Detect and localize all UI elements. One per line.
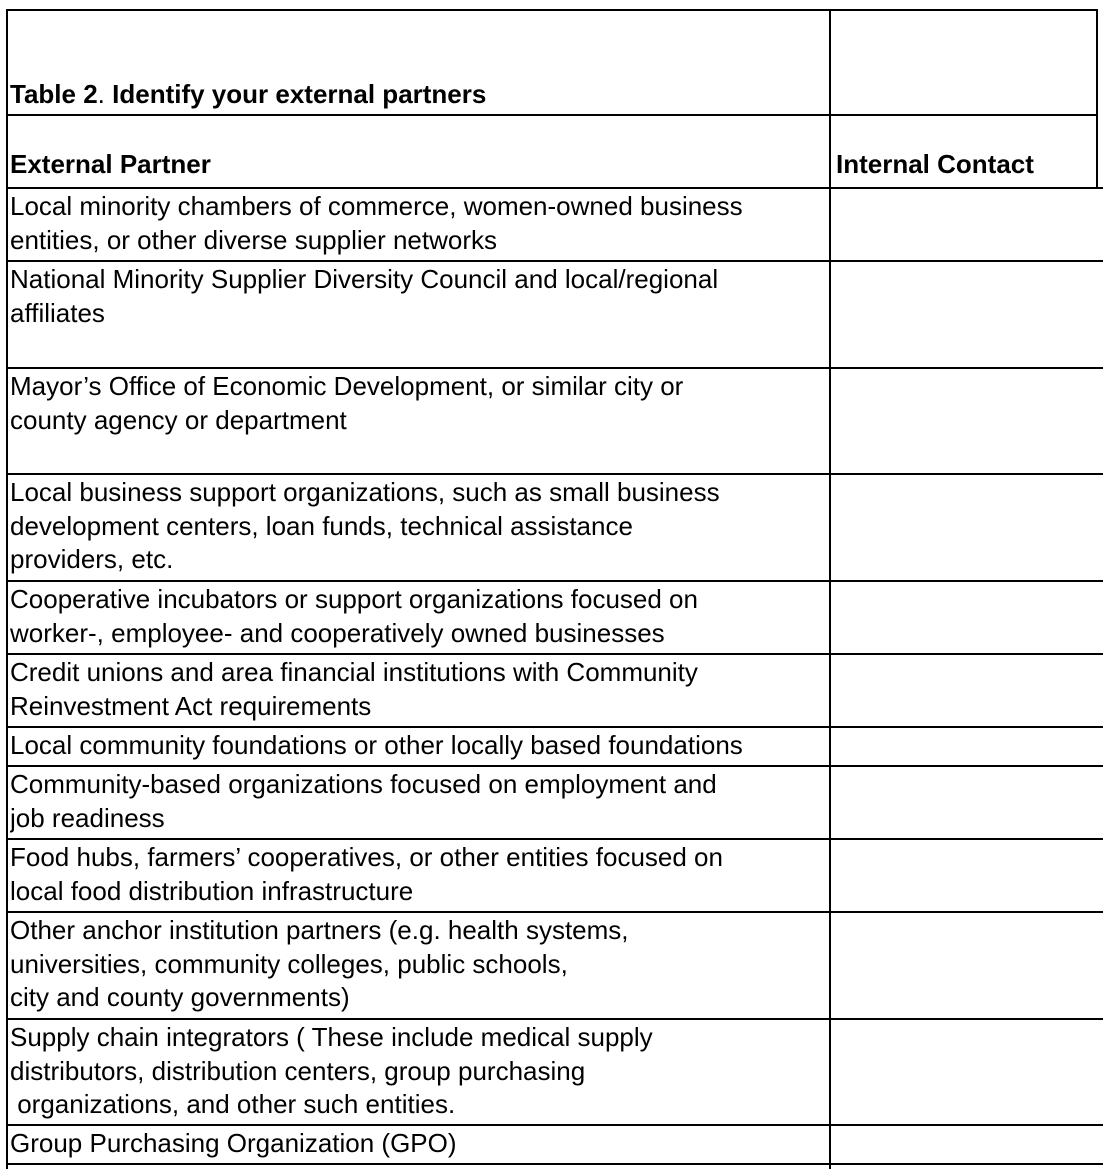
title-side-cell bbox=[832, 11, 1097, 115]
grid-vline-middle bbox=[829, 9, 831, 1169]
grid-hline-1 bbox=[6, 114, 1098, 116]
grid-hline-6 bbox=[6, 580, 1103, 582]
row-partner-8: Community-based organizations focused on employment and job readiness bbox=[10, 769, 717, 833]
row-partner-10: Other anchor institution partners (e.g. health systems, universities, community colleges, public schools, city and county governments) bbox=[10, 915, 629, 1012]
grid-hline-7 bbox=[6, 653, 1103, 655]
grid-hline-9 bbox=[6, 765, 1103, 767]
row-partner-4: Local business support organizations, such as small business development centers, loan funds, technical assistance providers, etc. bbox=[10, 477, 720, 574]
grid-hline-12 bbox=[6, 1018, 1103, 1020]
row-partner-6: Credit unions and area financial institutions with Community Reinvestment Act requirements bbox=[10, 657, 698, 721]
grid-hline-bottom bbox=[6, 1163, 1103, 1165]
row-partner-11: Supply chain integrators ( These include medical supply distributors, distribution centers, group purchasing organizations, and other such entities. bbox=[10, 1022, 653, 1119]
grid-hline-4 bbox=[6, 367, 1103, 369]
grid-hline-3 bbox=[6, 260, 1103, 262]
row-contact-11[interactable] bbox=[832, 1021, 1097, 1125]
row-partner-7: Local community foundations or other locally based foundations bbox=[10, 730, 743, 760]
row-partner-1: Local minority chambers of commerce, women-owned business entities, or other diverse supplier networks bbox=[10, 191, 743, 255]
row-contact-5[interactable] bbox=[832, 583, 1097, 653]
grid-vline-left bbox=[6, 9, 8, 1169]
partners-table bbox=[6, 9, 1103, 1169]
row-contact-4[interactable] bbox=[832, 476, 1097, 580]
row-partner-12: Group Purchasing Organization (GPO) bbox=[10, 1128, 457, 1158]
grid-hline-10 bbox=[6, 838, 1103, 840]
grid-hline-11 bbox=[6, 911, 1103, 913]
row-partner-2: National Minority Supplier Diversity Council and local/regional affiliates bbox=[10, 264, 719, 328]
grid-vline-right bbox=[1096, 9, 1098, 116]
grid-hline-5 bbox=[6, 473, 1103, 475]
row-partner-5: Cooperative incubators or support organizations focused on worker-, employee- and cooperatively owned businesses bbox=[10, 584, 698, 648]
row-partner-9: Food hubs, farmers’ cooperatives, or other entities focused on local food distribution infrastructure bbox=[10, 842, 723, 906]
row-contact-10[interactable] bbox=[832, 914, 1097, 1018]
grid-vline-right-lower bbox=[1096, 116, 1098, 189]
grid-hline-top bbox=[6, 9, 1098, 11]
header-internal-contact: Internal Contact bbox=[836, 149, 1034, 179]
grid-hline-8 bbox=[6, 726, 1103, 728]
row-contact-7[interactable] bbox=[832, 729, 1097, 765]
row-contact-9[interactable] bbox=[832, 841, 1097, 911]
grid-hline-2 bbox=[6, 187, 1103, 189]
grid-hline-13 bbox=[6, 1124, 1103, 1126]
row-contact-1[interactable] bbox=[832, 190, 1097, 260]
row-contact-12[interactable] bbox=[832, 1127, 1097, 1163]
header-external-partner: External Partner bbox=[10, 149, 211, 179]
row-partner-3: Mayor’s Office of Economic Development, or similar city or county agency or department bbox=[10, 371, 684, 435]
row-contact-6[interactable] bbox=[832, 656, 1097, 726]
table-title: Table 2. Identify your external partners bbox=[10, 79, 487, 109]
row-contact-2[interactable] bbox=[832, 263, 1097, 367]
table-title-cell bbox=[10, 11, 828, 115]
row-contact-8[interactable] bbox=[832, 768, 1097, 838]
row-contact-3[interactable] bbox=[832, 370, 1097, 474]
